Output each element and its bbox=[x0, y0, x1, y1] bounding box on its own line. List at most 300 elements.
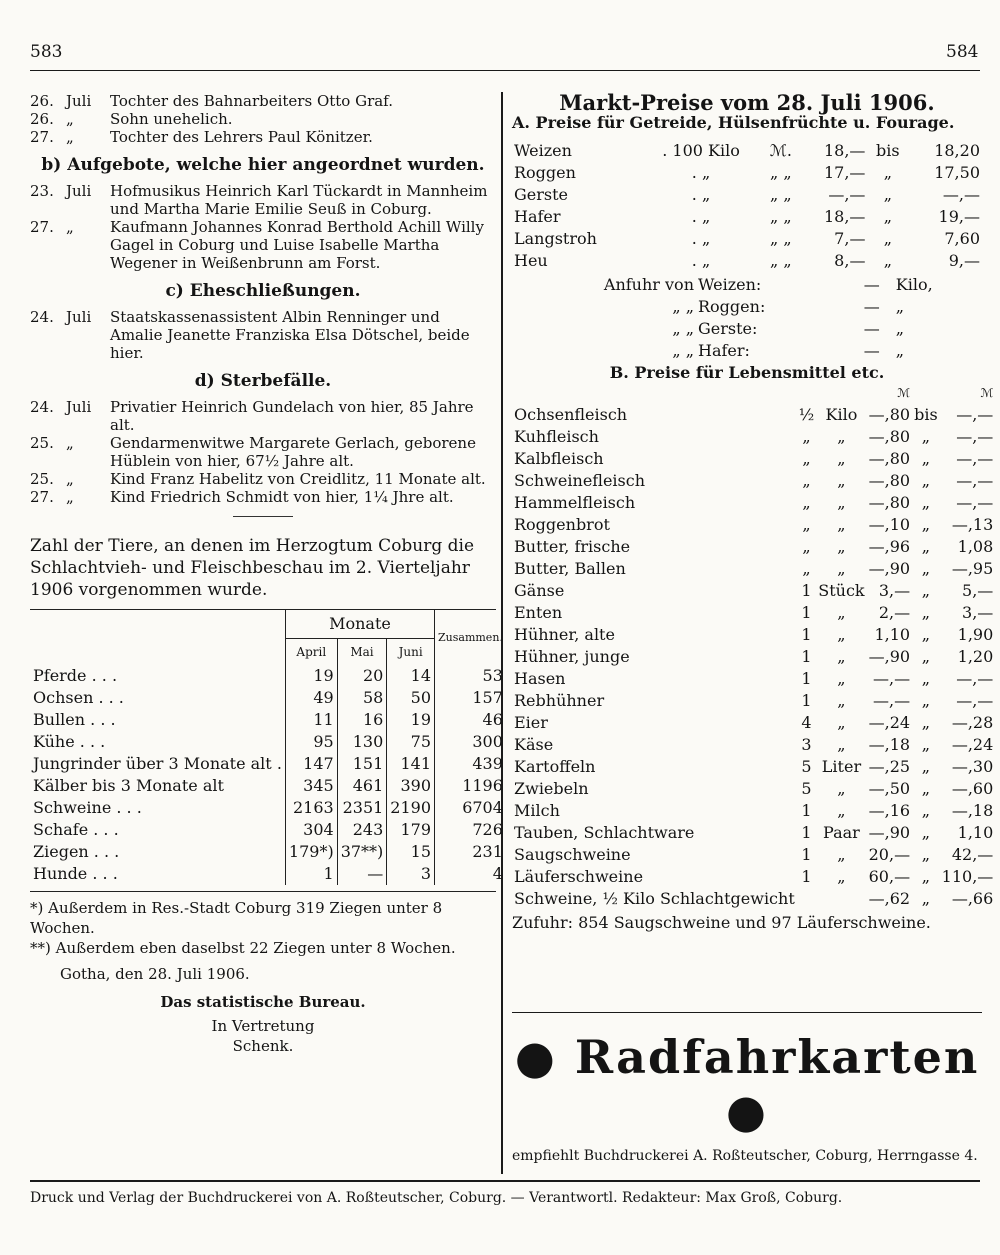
price-p2: 19,— bbox=[938, 207, 980, 226]
price-bis: „ bbox=[921, 603, 931, 622]
price-p1: —,— bbox=[872, 669, 911, 688]
price-p2: 7,60 bbox=[944, 229, 980, 248]
price-p1: 8,— bbox=[834, 251, 866, 270]
tiere-value: 3 bbox=[387, 863, 435, 885]
price-bis: „ bbox=[921, 559, 931, 578]
tiere-label: Kühe . . . bbox=[33, 732, 106, 751]
tiere-value: 439 bbox=[435, 753, 506, 775]
tiere-value: 179 bbox=[387, 819, 435, 841]
page-number-right: 584 bbox=[946, 42, 979, 62]
price-q: „ bbox=[802, 515, 811, 534]
tiere-value: 345 bbox=[285, 775, 337, 797]
price-q: 1 bbox=[801, 823, 812, 842]
sterbe-entry bbox=[30, 470, 496, 488]
price-q: 1 bbox=[801, 801, 812, 820]
entry-text: Hofmusikus Heinrich Karl Tückardt in Mannheim und Martha Marie Emilie Seuß in Coburg. bbox=[110, 182, 488, 218]
entry-month: „ bbox=[66, 434, 74, 452]
entry-month: „ bbox=[66, 128, 74, 146]
price-bis: „ bbox=[921, 779, 931, 798]
lebensmittel-row bbox=[512, 426, 995, 448]
price-q: 1 bbox=[801, 669, 812, 688]
price-u: „ bbox=[837, 471, 846, 490]
lebensmittel-row bbox=[512, 558, 995, 580]
entry-day: 25. bbox=[30, 470, 54, 488]
price-bis: „ bbox=[921, 471, 931, 490]
price-name: Käse bbox=[514, 735, 554, 754]
price-p2: —,24 bbox=[951, 735, 994, 754]
price-p1: —,16 bbox=[868, 801, 911, 820]
tiere-value: 130 bbox=[337, 731, 387, 753]
price-p2: 9,— bbox=[948, 251, 980, 270]
entry-day: 26. bbox=[30, 92, 54, 110]
tiere-row bbox=[30, 775, 506, 797]
anfuhr-unit: Kilo, bbox=[895, 275, 933, 294]
price-p2: —,66 bbox=[951, 889, 994, 908]
anfuhr-val: — bbox=[863, 341, 880, 360]
entry-day: 26. bbox=[30, 110, 54, 128]
lebensmittel-row bbox=[512, 624, 995, 646]
lebensmittel-row bbox=[512, 888, 995, 910]
anfuhr-unit: „ bbox=[895, 341, 905, 360]
price-u: „ bbox=[837, 735, 846, 754]
price-bis: bis bbox=[914, 405, 938, 424]
price-p2: —,— bbox=[956, 449, 994, 468]
price-name: Enten bbox=[514, 603, 563, 622]
tiere-row bbox=[30, 687, 506, 709]
tiere-value: 15 bbox=[387, 841, 435, 863]
price-q: 1 bbox=[801, 581, 812, 600]
price-bis: „ bbox=[921, 757, 931, 776]
signer-name: Schenk. bbox=[232, 1037, 294, 1055]
price-u: „ bbox=[837, 669, 846, 688]
price-bis: „ bbox=[883, 163, 892, 182]
price-p2: 1,20 bbox=[957, 647, 994, 666]
tiere-value: 4 bbox=[435, 863, 506, 885]
price-q: „ bbox=[802, 471, 811, 490]
vertretung: In Vertretung bbox=[211, 1017, 315, 1035]
lebensmittel-row bbox=[512, 580, 995, 602]
price-p1: —,10 bbox=[868, 515, 911, 534]
price-p1: —,96 bbox=[868, 537, 911, 556]
price-p1: 7,— bbox=[834, 229, 866, 248]
price-p1: —,62 bbox=[868, 889, 911, 908]
price-bis: „ bbox=[921, 691, 931, 710]
price-p2: —,— bbox=[956, 471, 994, 490]
price-u: „ bbox=[837, 691, 846, 710]
price-name: Hühner, alte bbox=[514, 625, 615, 644]
lebensmittel-row bbox=[512, 712, 995, 734]
price-bis: „ bbox=[921, 713, 931, 732]
anfuhr-what: Hafer: bbox=[698, 341, 750, 360]
price-bis: „ bbox=[921, 625, 931, 644]
price-name: Hasen bbox=[514, 669, 566, 688]
anfuhr-what: Gerste: bbox=[698, 319, 758, 338]
price-p2: 1,10 bbox=[957, 823, 994, 842]
price-name: Heu bbox=[514, 251, 548, 270]
price-p1: —,80 bbox=[868, 427, 911, 446]
price-p1: 17,— bbox=[823, 163, 866, 182]
tiere-label: Bullen . . . bbox=[33, 710, 116, 729]
price-p2: —,18 bbox=[951, 801, 994, 820]
price-u: „ bbox=[837, 515, 846, 534]
entry-month: „ bbox=[66, 470, 74, 488]
tiere-label: Kälber bis 3 Monate alt bbox=[33, 776, 224, 795]
tiere-value: 157 bbox=[435, 687, 506, 709]
price-p2: —,60 bbox=[951, 779, 994, 798]
tiere-value: 390 bbox=[387, 775, 435, 797]
anfuhr-row bbox=[512, 318, 982, 340]
price-name: Läuferschweine bbox=[514, 867, 644, 886]
birth-entry bbox=[30, 128, 496, 146]
sterbe-entry bbox=[30, 434, 496, 470]
tiere-value: 461 bbox=[337, 775, 387, 797]
birth-entry bbox=[30, 92, 496, 110]
tiere-value: 19 bbox=[285, 665, 337, 687]
anfuhr-table bbox=[512, 274, 982, 362]
tiere-label: Pferde . . . bbox=[33, 666, 118, 685]
getreide-row bbox=[512, 228, 982, 250]
price-bis: „ bbox=[921, 515, 931, 534]
lebensmittel-row bbox=[512, 866, 995, 888]
lebensmittel-row bbox=[512, 800, 995, 822]
price-u: Liter bbox=[821, 757, 862, 776]
ad-bullet-icon: ● bbox=[725, 1084, 769, 1138]
price-u: Kilo bbox=[825, 405, 858, 424]
aufgebot-entry bbox=[30, 218, 496, 272]
getreide-row bbox=[512, 250, 982, 272]
price-bis: „ bbox=[921, 867, 931, 886]
sterbe-entry bbox=[30, 488, 496, 506]
lebensmittel-row bbox=[512, 602, 995, 624]
price-bis: bis bbox=[876, 141, 900, 160]
ehe-entry bbox=[30, 308, 496, 362]
price-p2: —,13 bbox=[951, 515, 994, 534]
entry-month: „ bbox=[66, 488, 74, 506]
price-p2: —,— bbox=[942, 185, 980, 204]
price-name: Butter, frische bbox=[514, 537, 631, 556]
price-p2: 1,90 bbox=[957, 625, 994, 644]
price-u: „ bbox=[837, 801, 846, 820]
price-u: „ bbox=[837, 625, 846, 644]
price-name: Milch bbox=[514, 801, 560, 820]
price-bis: „ bbox=[921, 537, 931, 556]
price-q: „ bbox=[802, 493, 811, 512]
tiere-value: 2163 bbox=[285, 797, 337, 819]
price-p1: 60,— bbox=[868, 867, 911, 886]
getreide-row bbox=[512, 140, 982, 162]
anfuhr-row bbox=[512, 296, 982, 318]
price-q: „ bbox=[802, 449, 811, 468]
price-q: 3 bbox=[801, 735, 812, 754]
zufuhr-line: Zufuhr: 854 Saugschweine und 97 Läuferschweine. bbox=[512, 913, 931, 932]
imprint-line: Druck und Verlag der Buchdruckerei von A. Roßteutscher, Coburg. — Verantwortl. Redakteur: Max Groß, Coburg. bbox=[30, 1190, 843, 1206]
sterbe-entry bbox=[30, 398, 496, 434]
entry-text: Kind Friedrich Schmidt von hier, 1¼ Jhre alt. bbox=[110, 488, 454, 506]
entry-month: Juli bbox=[66, 92, 92, 110]
price-name: Zwiebeln bbox=[514, 779, 589, 798]
right-column bbox=[512, 90, 994, 932]
price-p1: 1,10 bbox=[874, 625, 911, 644]
price-q: . „ bbox=[691, 163, 711, 182]
tiere-value: 58 bbox=[337, 687, 387, 709]
anfuhr-row bbox=[512, 274, 982, 296]
aufgebot-entry bbox=[30, 182, 496, 218]
tiere-head-monate: Monate bbox=[285, 610, 434, 639]
price-name: Roggenbrot bbox=[514, 515, 610, 534]
anfuhr-unit: „ bbox=[895, 297, 905, 316]
price-bis: „ bbox=[921, 647, 931, 666]
anfuhr-unit: „ bbox=[895, 319, 905, 338]
price-name: Kalbfleisch bbox=[514, 449, 604, 468]
price-q: „ bbox=[802, 559, 811, 578]
price-p2: 18,20 bbox=[934, 141, 980, 160]
lebensmittel-table bbox=[512, 382, 995, 910]
lebensmittel-row bbox=[512, 404, 995, 426]
price-name: Gänse bbox=[514, 581, 565, 600]
tiere-value: — bbox=[337, 863, 387, 885]
tiere-value: 231 bbox=[435, 841, 506, 863]
price-q: . 100 Kilo bbox=[662, 141, 740, 160]
price-name: Tauben, Schlachtware bbox=[514, 823, 695, 842]
anfuhr-val: — bbox=[863, 297, 880, 316]
table-bottom-rule bbox=[30, 891, 496, 892]
tiere-row bbox=[30, 753, 506, 775]
price-name: Langstroh bbox=[514, 229, 597, 248]
entry-month: „ bbox=[66, 110, 74, 128]
getreide-row bbox=[512, 162, 982, 184]
sterbe-list bbox=[30, 398, 496, 506]
price-q: ½ bbox=[798, 405, 815, 424]
footer-rule bbox=[30, 1180, 980, 1182]
mark-symbol-2: ℳ bbox=[980, 386, 994, 400]
short-divider bbox=[233, 516, 293, 517]
price-p1: —,18 bbox=[868, 735, 911, 754]
tiere-head-zusammen: Zusammen. bbox=[435, 610, 506, 665]
tiere-label: Ochsen . . . bbox=[33, 688, 124, 707]
price-bis: „ bbox=[921, 427, 931, 446]
tiere-value: 19 bbox=[387, 709, 435, 731]
price-q: . „ bbox=[691, 229, 711, 248]
price-p1: —,24 bbox=[868, 713, 911, 732]
price-bis: „ bbox=[921, 823, 931, 842]
price-name: Butter, Ballen bbox=[514, 559, 626, 578]
tiere-value: 141 bbox=[387, 753, 435, 775]
price-bis: „ bbox=[921, 449, 931, 468]
lebensmittel-row bbox=[512, 778, 995, 800]
price-name: Kuhfleisch bbox=[514, 427, 599, 446]
entry-day: 24. bbox=[30, 308, 54, 326]
price-q: . „ bbox=[691, 207, 711, 226]
place-date: Gotha, den 28. Juli 1906. bbox=[60, 965, 250, 983]
price-u: „ „ bbox=[769, 207, 792, 226]
tiere-value: 14 bbox=[387, 665, 435, 687]
price-u: „ bbox=[837, 603, 846, 622]
anfuhr-what: Roggen: bbox=[698, 297, 766, 316]
entry-day: 27. bbox=[30, 218, 54, 236]
lebensmittel-row bbox=[512, 646, 995, 668]
lebensmittel-row bbox=[512, 514, 995, 536]
price-q: 4 bbox=[801, 713, 812, 732]
price-q: 5 bbox=[801, 757, 812, 776]
entry-month: „ bbox=[66, 218, 74, 236]
price-p1: —,80 bbox=[868, 449, 911, 468]
lebensmittel-row bbox=[512, 844, 995, 866]
price-bis: „ bbox=[921, 845, 931, 864]
tiere-value: 11 bbox=[285, 709, 337, 731]
price-u: „ bbox=[837, 647, 846, 666]
price-q: „ bbox=[802, 427, 811, 446]
anfuhr-what: Weizen: bbox=[698, 275, 762, 294]
lebensmittel-row bbox=[512, 470, 995, 492]
price-u: ℳ. bbox=[769, 141, 792, 160]
price-u: „ „ bbox=[769, 185, 792, 204]
tiere-head-april: April bbox=[285, 639, 337, 666]
tiere-value: 304 bbox=[285, 819, 337, 841]
price-name: Kartoffeln bbox=[514, 757, 596, 776]
page-number-left: 583 bbox=[30, 42, 63, 62]
tiere-label: Jungrinder über 3 Monate alt . bbox=[33, 754, 282, 773]
tiere-row bbox=[30, 665, 506, 687]
price-u: „ „ bbox=[769, 251, 792, 270]
price-u: „ bbox=[837, 449, 846, 468]
price-u: „ bbox=[837, 559, 846, 578]
births-list bbox=[30, 92, 496, 146]
price-name: Schweinefleisch bbox=[514, 471, 646, 490]
tiere-value: 1 bbox=[285, 863, 337, 885]
price-bis: „ bbox=[921, 889, 931, 908]
markt-title: Markt-Preise vom 28. Juli 1906. bbox=[559, 90, 935, 115]
entry-day: 24. bbox=[30, 398, 54, 416]
price-p1: 3,— bbox=[878, 581, 911, 600]
price-u: „ „ bbox=[769, 163, 792, 182]
entry-month: Juli bbox=[66, 182, 92, 200]
ad-top-rule bbox=[512, 1012, 982, 1013]
price-p2: 17,50 bbox=[934, 163, 980, 182]
tiere-head-blank bbox=[30, 610, 285, 665]
tiere-value: 20 bbox=[337, 665, 387, 687]
price-bis: „ bbox=[921, 735, 931, 754]
markt-sub-b: B. Preise für Lebensmittel etc. bbox=[609, 363, 885, 382]
price-u: „ bbox=[837, 493, 846, 512]
footnote-1: *) Außerdem in Res.-Stadt Coburg 319 Ziegen unter 8 Wochen. bbox=[30, 899, 443, 937]
anfuhr-val: — bbox=[863, 319, 880, 338]
price-p1: —,90 bbox=[868, 647, 911, 666]
price-q bbox=[797, 888, 817, 910]
entry-day: 27. bbox=[30, 128, 54, 146]
tiere-row bbox=[30, 819, 506, 841]
price-q: 1 bbox=[801, 845, 812, 864]
price-p2: 5,— bbox=[962, 581, 994, 600]
anfuhr-pre: „ „ bbox=[672, 341, 694, 360]
tiere-row bbox=[30, 863, 506, 885]
price-p1: —,— bbox=[828, 185, 866, 204]
price-p1: —,80 bbox=[868, 405, 911, 424]
tiere-value: 53 bbox=[435, 665, 506, 687]
price-p1: 18,— bbox=[823, 141, 866, 160]
tiere-row bbox=[30, 731, 506, 753]
tiere-value: 151 bbox=[337, 753, 387, 775]
price-name: Ochsenfleisch bbox=[514, 405, 628, 424]
entry-text: Staatskassenassistent Albin Renninger und Amalie Jeanette Franziska Elsa Dötschel, beide hier. bbox=[110, 308, 470, 362]
tiere-value: 2190 bbox=[387, 797, 435, 819]
getreide-table bbox=[512, 140, 982, 272]
price-p2: —,— bbox=[956, 493, 994, 512]
price-q: . „ bbox=[691, 251, 711, 270]
price-p1: —,80 bbox=[868, 493, 911, 512]
tiere-value: 50 bbox=[387, 687, 435, 709]
price-p2: —,95 bbox=[951, 559, 994, 578]
price-name: Rebhühner bbox=[514, 691, 605, 710]
price-p2: —,— bbox=[956, 669, 994, 688]
ad-bullet-icon: ● bbox=[514, 1030, 557, 1084]
tiere-value: 1196 bbox=[435, 775, 506, 797]
price-name: Hammelfleisch bbox=[514, 493, 636, 512]
lebensmittel-row bbox=[512, 536, 995, 558]
tiere-value: 6704 bbox=[435, 797, 506, 819]
price-p1: 2,— bbox=[878, 603, 911, 622]
ad-title: Radfahrkarten bbox=[574, 1030, 980, 1084]
entry-text: Tochter des Lehrers Paul Könitzer. bbox=[110, 128, 373, 146]
tiere-value: 49 bbox=[285, 687, 337, 709]
lebensmittel-row bbox=[512, 734, 995, 756]
price-bis: „ bbox=[921, 669, 931, 688]
anfuhr-pre: Anfuhr von bbox=[603, 275, 694, 294]
price-p1: 20,— bbox=[868, 845, 911, 864]
lebensmittel-row bbox=[512, 690, 995, 712]
price-u: „ „ bbox=[769, 229, 792, 248]
price-q: „ bbox=[802, 537, 811, 556]
ehe-list bbox=[30, 308, 496, 362]
entry-text: Kaufmann Johannes Konrad Berthold Achill Willy Gagel in Coburg und Luise Isabelle Martha Wegener in Weißenbrunn am Forst. bbox=[110, 218, 484, 272]
entry-text: Privatier Heinrich Gundelach von hier, 85 Jahre alt. bbox=[110, 398, 474, 434]
price-p1: —,80 bbox=[868, 471, 911, 490]
tiere-head-juni: Juni bbox=[387, 639, 435, 666]
price-q: 1 bbox=[801, 603, 812, 622]
tiere-value: 300 bbox=[435, 731, 506, 753]
footnote-2: **) Außerdem eben daselbst 22 Ziegen unter 8 Wochen. bbox=[30, 939, 456, 957]
tiere-value: 95 bbox=[285, 731, 337, 753]
tiere-intro: Zahl der Tiere, an denen im Herzogtum Coburg die Schlachtvieh- und Fleischbeschau im 2. Vierteljahr 1906 vorgenommen wurde. bbox=[30, 536, 475, 600]
markt-sub-a: A. Preise für Getreide, Hülsenfrüchte u. Fourage. bbox=[512, 113, 955, 132]
lebensmittel-row bbox=[512, 756, 995, 778]
section-sterbe-heading: d) Sterbefälle. bbox=[194, 371, 332, 391]
lebensmittel-row bbox=[512, 492, 995, 514]
tiere-value: 243 bbox=[337, 819, 387, 841]
lebensmittel-row bbox=[512, 668, 995, 690]
price-u: „ bbox=[837, 713, 846, 732]
price-name: Hühner, junge bbox=[514, 647, 630, 666]
lebensmittel-row bbox=[512, 448, 995, 470]
price-bis: „ bbox=[921, 581, 931, 600]
tiere-value: 16 bbox=[337, 709, 387, 731]
price-p1: —,25 bbox=[868, 757, 911, 776]
tiere-value: 75 bbox=[387, 731, 435, 753]
price-u: Stück bbox=[818, 581, 865, 600]
entry-month: Juli bbox=[66, 308, 92, 326]
price-p2: 42,— bbox=[951, 845, 994, 864]
price-p1: —,90 bbox=[868, 823, 911, 842]
price-q: 1 bbox=[801, 625, 812, 644]
tiere-value: 179*) bbox=[285, 841, 337, 863]
price-p2: 1,08 bbox=[957, 537, 994, 556]
price-p1: —,90 bbox=[868, 559, 911, 578]
tiere-label: Hunde . . . bbox=[33, 864, 118, 883]
entry-text: Sohn unehelich. bbox=[110, 110, 233, 128]
mark-symbol-1: ℳ bbox=[897, 386, 911, 400]
price-u: „ bbox=[837, 845, 846, 864]
price-p1: —,— bbox=[872, 691, 911, 710]
lebensmittel-row bbox=[512, 822, 995, 844]
